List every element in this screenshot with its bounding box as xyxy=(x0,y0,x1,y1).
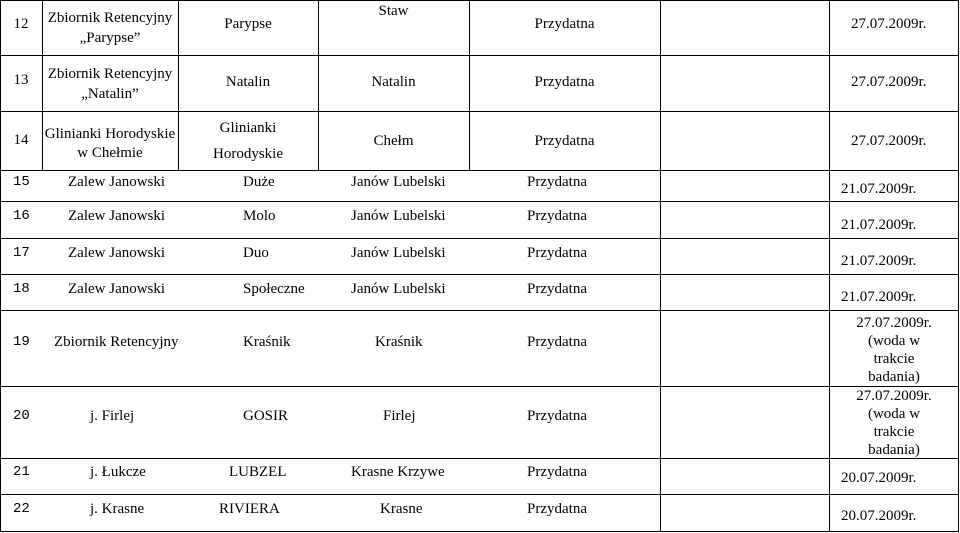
date-note: trakcie xyxy=(873,424,915,440)
site-town: Krasne xyxy=(380,501,423,517)
status: Przydatna xyxy=(527,208,587,224)
status: Przydatna xyxy=(527,464,587,480)
site-name: Glinianki Horodyskie xyxy=(44,126,176,142)
row-number: 20 xyxy=(13,408,30,424)
row-number: 16 xyxy=(13,208,30,224)
date-note: badania) xyxy=(868,369,920,385)
status: Przydatna xyxy=(527,281,587,297)
row-divider xyxy=(0,201,959,202)
date-note: (woda w xyxy=(867,333,921,349)
site-place: Kraśnik xyxy=(243,334,291,350)
status: Przydatna xyxy=(527,501,587,517)
site-town: Chełm xyxy=(373,133,414,149)
row-number: 14 xyxy=(13,132,29,148)
date: 27.07.2009r. xyxy=(856,388,932,404)
date: 21.07.2009r. xyxy=(841,289,917,305)
site-place: GOSIR xyxy=(243,408,289,424)
site-name: Zbiornik Retencyjny xyxy=(47,10,173,26)
status: Przydatna xyxy=(534,133,595,149)
site-name: w Chełmie xyxy=(77,145,143,161)
row-number: 15 xyxy=(13,174,30,190)
date: 21.07.2009r. xyxy=(841,253,917,269)
row-number: 19 xyxy=(13,334,30,350)
table-border-bottom xyxy=(0,531,959,532)
site-place: Społeczne xyxy=(243,281,305,297)
row-number: 13 xyxy=(13,72,29,88)
site-town: Firlej xyxy=(383,408,416,424)
date: 21.07.2009r. xyxy=(841,181,917,197)
site-place: Glinianki xyxy=(219,120,277,136)
site-name: j. Firlej xyxy=(90,408,135,424)
site-name: Zbiornik Retencyjny xyxy=(47,66,173,82)
date: 27.07.2009r. xyxy=(851,16,927,32)
site-town: Janów Lubelski xyxy=(351,281,446,297)
date: 20.07.2009r. xyxy=(841,470,917,486)
site-name: Zalew Janowski xyxy=(68,281,166,297)
row-number: 12 xyxy=(13,16,29,32)
site-place: Parypse xyxy=(224,16,272,32)
row-number: 17 xyxy=(13,245,30,261)
date: 27.07.2009r. xyxy=(851,74,927,90)
date: 20.07.2009r. xyxy=(841,508,917,524)
site-town: Janów Lubelski xyxy=(351,174,446,190)
site-place: Duże xyxy=(243,174,275,190)
site-place: Horodyskie xyxy=(213,146,283,162)
status: Przydatna xyxy=(527,334,587,350)
site-name: Zbiornik Retencyjny xyxy=(54,334,179,350)
site-town: Janów Lubelski xyxy=(351,245,446,261)
row-number: 18 xyxy=(13,281,30,297)
date-note: trakcie xyxy=(873,351,915,367)
status: Przydatna xyxy=(534,16,595,32)
status: Przydatna xyxy=(527,174,587,190)
site-town: Staw xyxy=(378,3,409,19)
status: Przydatna xyxy=(527,245,587,261)
site-name: „Parypse” xyxy=(79,30,141,46)
site-name: Zalew Janowski xyxy=(68,208,166,224)
date-note: (woda w xyxy=(867,406,921,422)
status: Przydatna xyxy=(527,408,587,424)
site-name: j. Łukcze xyxy=(90,464,146,480)
site-place: Molo xyxy=(243,208,276,224)
site-place: RIVIERA xyxy=(219,501,280,517)
site-name: j. Krasne xyxy=(90,501,145,517)
row-divider xyxy=(0,111,959,112)
row-divider xyxy=(0,170,959,171)
row-number: 21 xyxy=(13,464,30,480)
date-note: badania) xyxy=(868,442,920,458)
site-place: Duo xyxy=(243,245,269,261)
row-divider xyxy=(0,274,959,275)
site-place: LUBZEL xyxy=(229,464,287,480)
site-place: Natalin xyxy=(225,74,271,90)
date: 27.07.2009r. xyxy=(856,315,932,331)
row-divider xyxy=(0,55,959,56)
site-town: Krasne Krzywe xyxy=(351,464,445,480)
column-divider xyxy=(660,0,661,532)
site-town: Janów Lubelski xyxy=(351,208,446,224)
status: Przydatna xyxy=(534,74,595,90)
row-divider xyxy=(0,310,959,311)
row-number: 22 xyxy=(13,501,30,517)
table-border-top xyxy=(0,0,959,1)
row-divider xyxy=(0,458,959,459)
date: 21.07.2009r. xyxy=(841,217,917,233)
site-name: Zalew Janowski xyxy=(68,174,166,190)
site-name: „Natalin” xyxy=(81,86,139,102)
site-name: Zalew Janowski xyxy=(68,245,166,261)
row-divider xyxy=(0,238,959,239)
site-town: Kraśnik xyxy=(375,334,423,350)
row-divider xyxy=(0,494,959,495)
row-divider xyxy=(0,386,959,387)
date: 27.07.2009r. xyxy=(851,133,927,149)
site-town: Natalin xyxy=(371,74,416,90)
